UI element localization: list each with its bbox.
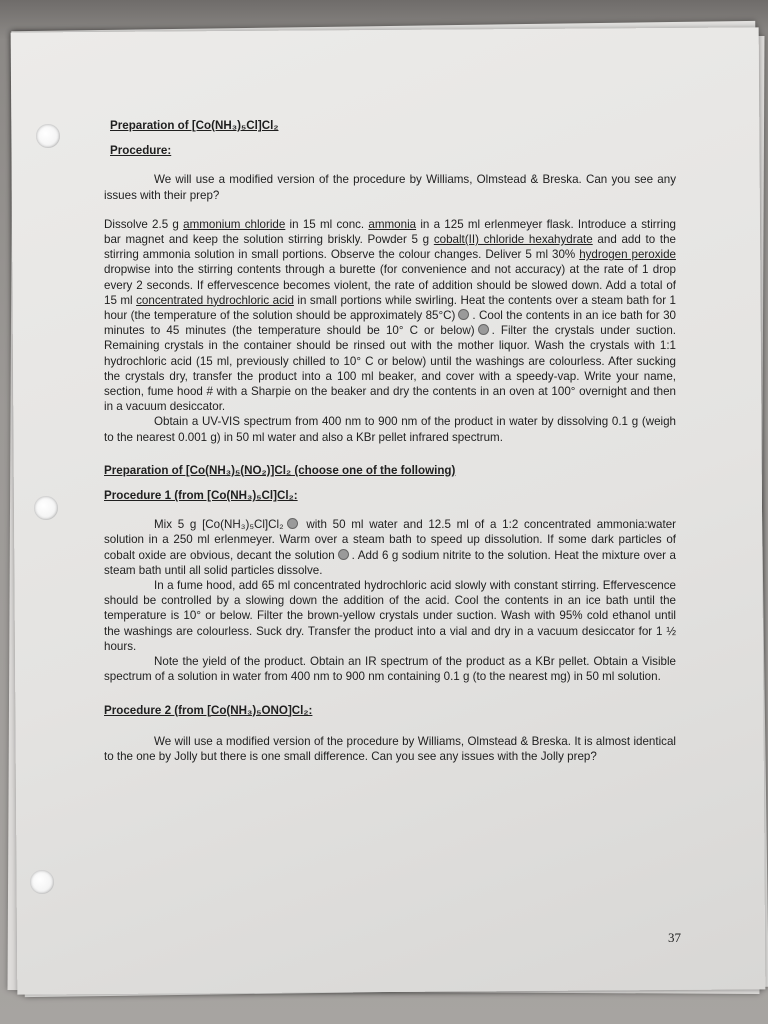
procedure-1-paragraph: Note the yield of the product. Obtain an IR spectrum of the product as a KBr pellet. Obtain a Visible spectrum of a solution in water from 400 nm to 900 nm containing 0.1 g (to the nearest mg) in 50 ml solution. [104, 655, 676, 684]
section-title: Preparation of [Co(NH₃)₅(NO₂)]Cl₂ (choose one of the following) [104, 463, 456, 477]
procedure-1-heading: Procedure 1 (from [Co(NH₃)₅Cl]Cl₂: [104, 489, 298, 503]
procedure-heading: Procedure: [110, 144, 172, 158]
punch-hole [36, 124, 60, 148]
procedure-1-paragraph: In a fume hood, add 65 ml concentrated hydrochloric acid slowly with constant stirring. Effervescence should be controlled by a slowing down the addition of the acid. Cool the contents in an ice bath until the temperature is 10° or below. Filter the brown-yellow crystals under suction. Wash with 95% cold ethanol until the washings are colourless. Suck dry. Transfer the product into a vial and dry in a vacuum desiccator for 1 ½ hours. [104, 579, 676, 653]
smiley-icon [338, 549, 349, 560]
page-number: 37 [668, 930, 681, 945]
smiley-icon [478, 324, 489, 335]
section-title: Preparation of [Co(NH₃)₅Cl]Cl₂ [110, 119, 279, 132]
intro-paragraph: We will use a modified version of the procedure by Williams, Olmstead & Breska. It is almost identical to the one by Jolly but there is one small difference. Can you see any issues with the Jolly prep? [104, 734, 676, 763]
spectrum-paragraph: Obtain a UV-VIS spectrum from 400 nm to 900 nm of the product in water by dissolving 0.1 g (weigh to the nearest 0.001 g) in 50 ml water and also a KBr pellet infrared spectrum. [104, 415, 676, 444]
smiley-icon [458, 309, 469, 320]
procedure-2-heading: Procedure 2 (from [Co(NH₃)₅ONO]Cl₂: [104, 703, 313, 717]
document-body [104, 118, 676, 764]
procedure-1-paragraph: Mix 5 g [Co(NH₃)₅Cl]Cl₂ with 50 ml water and 12.5 ml of a 1:2 concentrated ammonia:water solution in a 250 ml erlenmeyer. Warm over a steam bath to speed up dissolution. If some dark particles of cobalt oxide are obvious, decant the solution . Add 6 g sodium nitrite to the solution. Heat the mixture over a steam bath until all solid particles dissolve. [104, 518, 676, 577]
intro-paragraph: We will use a modified version of the procedure by Williams, Olmstead & Breska. Can you see any issues with their prep? [104, 173, 676, 202]
procedure-paragraph: Dissolve 2.5 g ammonium chloride in 15 ml conc. ammonia in a 125 ml erlenmeyer flask. Introduce a stirring bar magnet and keep the solution stirring briskly. Powder 5 g cobalt(II) chloride hexahydrate and add to the stirring ammonia solution in small portions. Observe the colour changes. Deliver 5 ml 30% hydrogen peroxide dropwise into the stirring contents through a burette (for convenience and not accuracy) at the rate of 1 drop every 2 seconds. If effervescence becomes violent, the rate of addition should be slowed down. Add a total of 15 ml concentrated hydrochloric acid in small portions while swirling. Heat the contents over a steam bath for 1 hour (the temperature of the solution should be approximately 85°C) . Cool the contents in an ice bath for 30 minutes to 45 minutes (the temperature should be 10° C or below) . Filter the crystals under suction. Remaining crystals in the container should be rinsed out with the mother liquor. Wash the crystals with 1:1 hydrochloric acid (15 ml, previously chilled to 10° C or below) until the washings are colourless. After sucking the crystals dry, transfer the product into a 100 ml beaker, and cover with a speedy-vap. Write your name, section, fume hood # with a Sharpie on the beaker and dry the contents in an oven at 100° overnight and then in a vacuum desiccator. [104, 217, 677, 414]
punch-hole [30, 870, 54, 894]
smiley-icon [287, 518, 298, 529]
punch-hole [34, 496, 58, 520]
